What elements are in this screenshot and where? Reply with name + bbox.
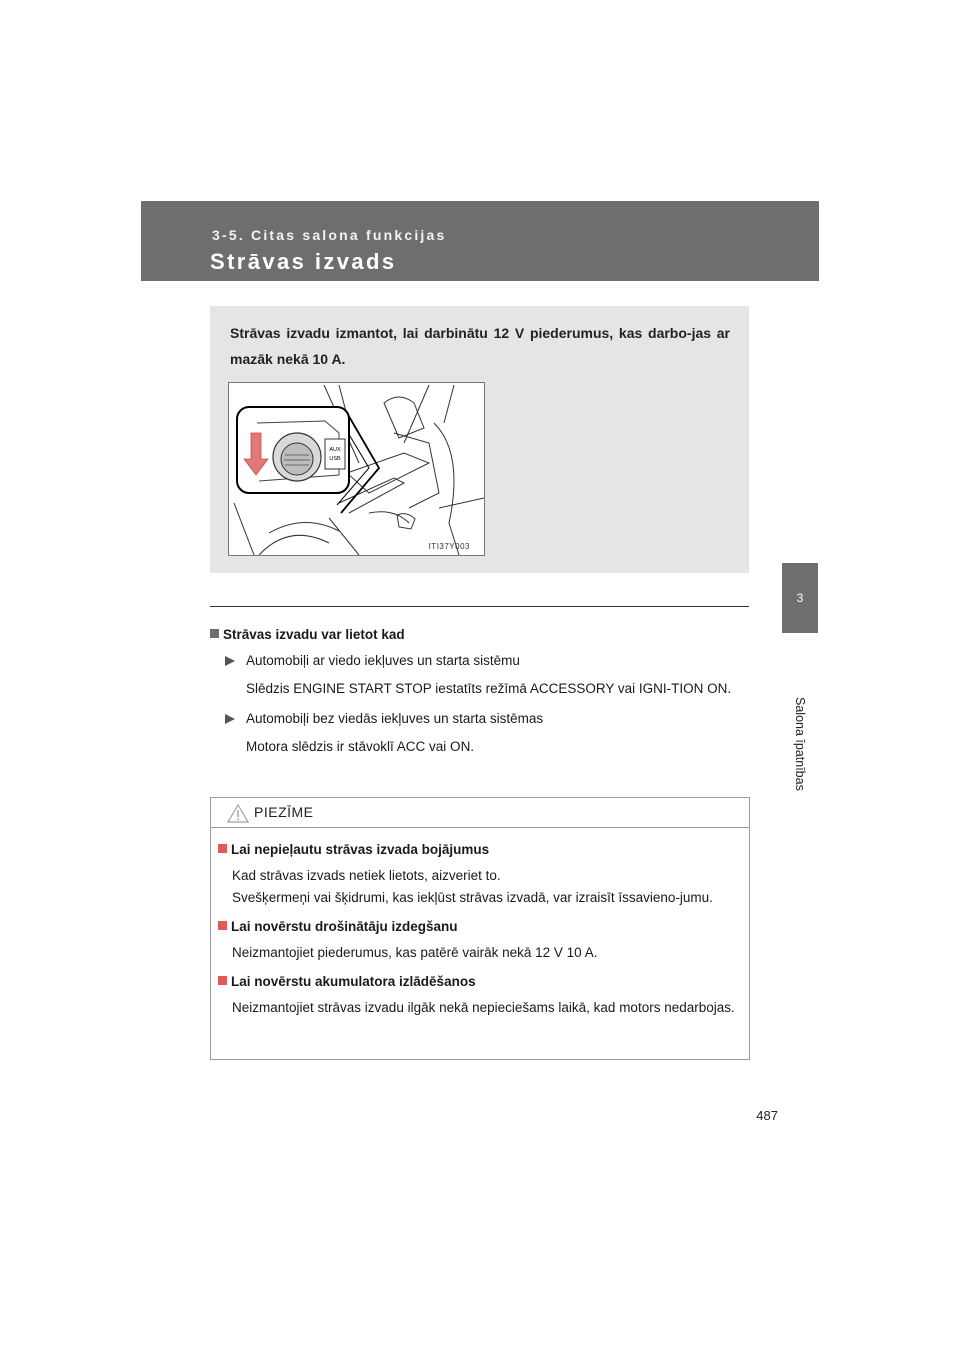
notice-section-heading: Lai novērstu akumulatora izlādēšanos	[218, 971, 742, 993]
triangle-bullet-icon	[225, 714, 235, 724]
notice-section-heading: Lai nepieļautu strāvas izvada bojājumus	[218, 839, 742, 861]
power-outlet-illustration	[228, 382, 485, 556]
condition-item: Automobiļi ar viedo iekļuves un starta sistēmu	[210, 650, 749, 672]
section-divider	[210, 606, 749, 607]
triangle-bullet-icon	[225, 656, 235, 666]
notice-section	[218, 971, 742, 1019]
chapter-label: Salona īpatnības	[793, 697, 807, 791]
conditions-heading: Strāvas izvadu var lietot kad	[210, 624, 749, 646]
warning-triangle-icon	[227, 804, 249, 823]
usb-label: USB	[329, 456, 341, 462]
square-bullet-icon	[210, 629, 219, 638]
notice-box	[210, 797, 750, 1060]
intro-box	[210, 306, 749, 573]
header-band	[141, 201, 819, 281]
square-bullet-icon	[218, 976, 227, 985]
usage-conditions	[210, 624, 749, 758]
chapter-number: 3	[796, 591, 804, 605]
notice-section-heading: Lai novērstu drošinātāju izdegšanu	[218, 916, 742, 938]
notice-title: PIEZĪME	[254, 804, 314, 820]
page-number: 487	[756, 1108, 778, 1123]
notice-section	[218, 839, 742, 909]
square-bullet-icon	[218, 844, 227, 853]
notice-text: Neizmantojiet piederumus, kas patērē vairāk nekā 12 V 10 A.	[232, 945, 598, 960]
notice-section	[218, 916, 742, 964]
chapter-tab[interactable]	[782, 563, 818, 633]
condition-detail: Slēdzis ENGINE START STOP iestatīts režīmā ACCESSORY vai IGNI-TION ON.	[246, 681, 732, 696]
notice-header	[211, 798, 749, 828]
square-bullet-icon	[218, 921, 227, 930]
condition-detail: Motora slēdzis ir stāvoklī ACC vai ON.	[246, 739, 475, 754]
aux-label: AUX	[329, 447, 341, 453]
page-title: Strāvas izvads	[210, 249, 397, 274]
figure-code: ITI37Y003	[428, 542, 470, 551]
console-drawing	[229, 383, 484, 555]
notice-text: Svešķermeņi vai šķidrumi, kas iekļūst strāvas izvadā, var izraisīt īssavieno-jumu.	[232, 890, 713, 905]
notice-text: Kad strāvas izvads netiek lietots, aizveriet to.	[232, 868, 501, 883]
condition-item: Automobiļi bez viedās iekļuves un starta sistēmas	[210, 708, 749, 730]
intro-text: Strāvas izvadu izmantot, lai darbinātu 12 V piederumus, kas darbo-jas ar mazāk nekā 10 A.	[230, 325, 730, 367]
section-label: 3-5. Citas salona funkcijas	[212, 227, 447, 243]
notice-body	[211, 828, 749, 1019]
notice-text: Neizmantojiet strāvas izvadu ilgāk nekā nepieciešams laikā, kad motors nedarbojas.	[232, 1000, 735, 1015]
